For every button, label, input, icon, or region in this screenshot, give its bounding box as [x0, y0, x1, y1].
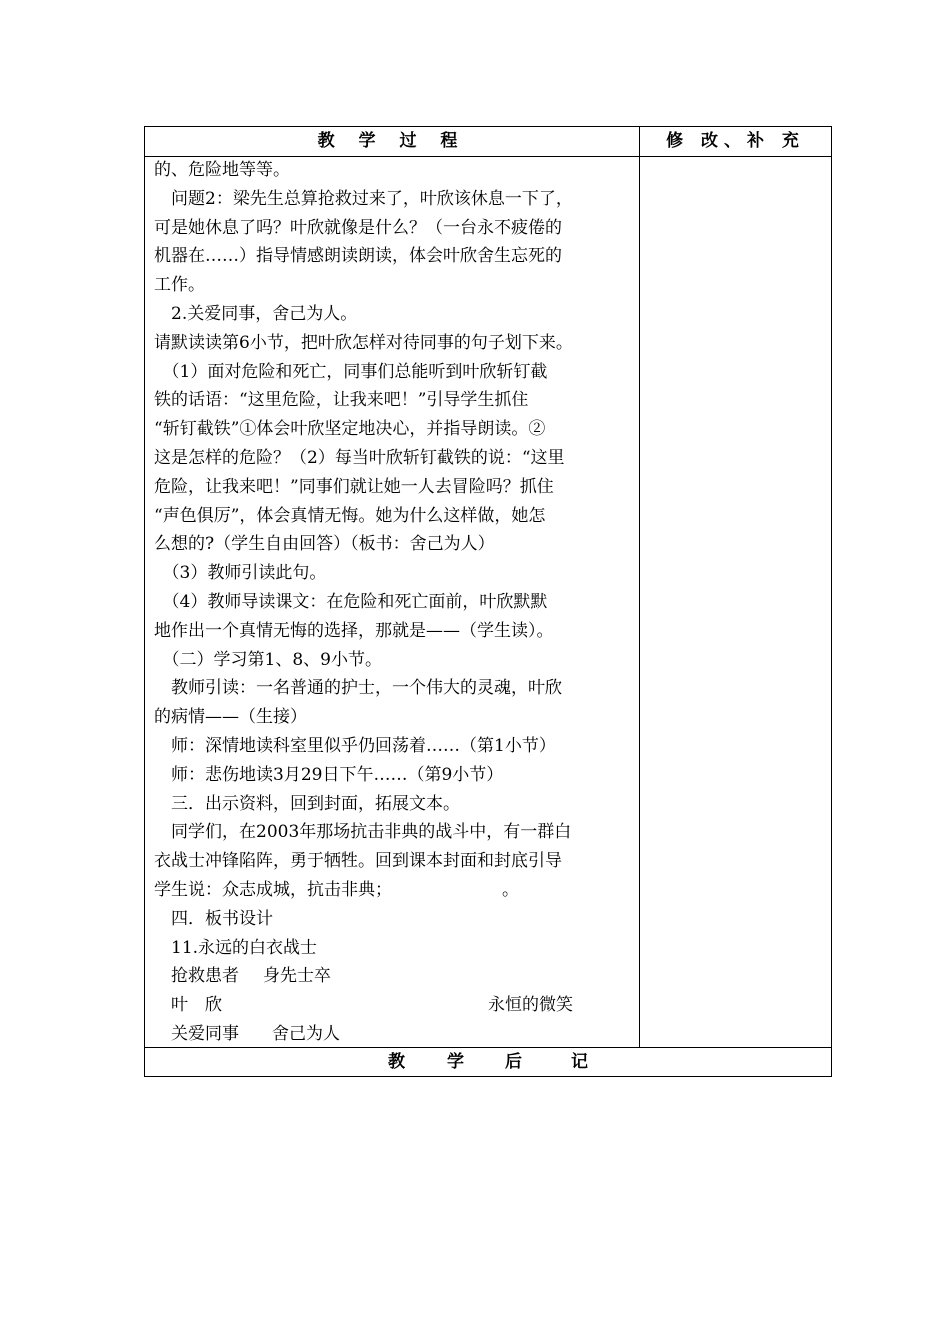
text-line: 可是她休息了吗？叶欣就像是什么？（一台永不疲倦的 — [154, 217, 562, 238]
text-line: 么想的?（学生自由回答）（板书：舍己为人） — [154, 534, 495, 555]
board-row2-left: 叶 欣 — [154, 995, 222, 1016]
footer-char: 后 — [505, 1052, 522, 1072]
board-row3-right: 舍己为人 — [272, 1023, 340, 1044]
footer-char: 教 — [388, 1052, 405, 1072]
text-line: 危险，让我来吧！”同事们就让她一人去冒险吗？抓住 — [154, 476, 554, 497]
text-line: 的、危险地等等。 — [154, 160, 290, 180]
text-line: （二）学习第1、8、9小节。 — [154, 649, 382, 670]
slogan-text: 学生说：众志成城，抗击非典； — [154, 879, 392, 900]
footer-char: 学 — [447, 1052, 464, 1072]
teaching-postscript-header — [145, 1048, 831, 1076]
text-line: 三．出示资料，回到封面，拓展文本。 — [154, 793, 460, 814]
text-line: “斩钉截铁”①体会叶欣坚定地决心，并指导朗读。② — [154, 419, 546, 440]
text-line: （3）教师引读此句。 — [154, 563, 327, 584]
footer-char: 记 — [571, 1052, 588, 1072]
text-line: 的病情——（生接） — [154, 707, 307, 728]
text-line: 师：悲伤地读3月29日下午……（第9小节） — [154, 764, 504, 785]
text-line: 工作。 — [154, 275, 205, 296]
board-row2-right: 永恒的微笑 — [488, 995, 573, 1016]
board-row — [154, 1020, 632, 1049]
board-row3-left: 关爱同事 — [154, 1023, 239, 1044]
board-row1-left: 抢救患者 — [154, 966, 239, 987]
text-line: （4）教师导读课文：在危险和死亡面前，叶欣默默 — [154, 591, 548, 612]
text-line: “声色俱厉”，体会真情无悔。她为什么这样做，她怎 — [154, 505, 546, 526]
slogan-end: 。 — [502, 879, 519, 900]
text-line: 教师引读：一名普通的护士，一个伟大的灵魂，叶欣 — [154, 678, 562, 699]
lesson-plan-table — [144, 126, 832, 1077]
text-line: 衣战士冲锋陷阵，勇于牺牲。回到课本封面和封底引导 — [154, 851, 562, 872]
text-line: 铁的话语：“这里危险，让我来吧！”引导学生抓住 — [154, 390, 529, 411]
text-line: 问题2：梁先生总算抢救过来了，叶欣该休息一下了， — [154, 188, 573, 209]
text-line: 这是怎样的危险？（2）每当叶欣斩钉截铁的说：“这里 — [154, 447, 565, 468]
text-line: 师：深情地读科室里似乎仍回荡着……（第1小节） — [154, 735, 556, 756]
slogan-line — [154, 876, 632, 905]
board-row — [154, 962, 632, 991]
teaching-process-header: 教 学 过 程 — [317, 131, 467, 151]
board-title: 11.永远的白衣战士 — [154, 937, 318, 958]
text-line: 同学们，在2003年那场抗击非典的战斗中，有一群白 — [154, 822, 572, 843]
text-line: 地作出一个真情无悔的选择，那就是——（学生读）。 — [154, 620, 554, 641]
section-four-heading: 四．板书设计 — [154, 908, 273, 929]
board-row1-right: 身先士卒 — [263, 966, 331, 987]
text-line: 请默读读第6小节，把叶欣怎样对待同事的句子划下来。 — [154, 332, 573, 353]
board-row — [154, 991, 632, 1020]
text-line: （1）面对危险和死亡，同事们总能听到叶欣斩钉截 — [154, 361, 548, 382]
column-divider — [639, 127, 640, 1047]
text-line: 2.关爱同事，舍己为人。 — [154, 303, 358, 324]
text-line: 机器在……）指导情感朗读朗读，体会叶欣舍生忘死的 — [154, 246, 562, 267]
teaching-process-content — [154, 156, 632, 1049]
revision-header: 修 改、补 充 — [666, 131, 805, 151]
